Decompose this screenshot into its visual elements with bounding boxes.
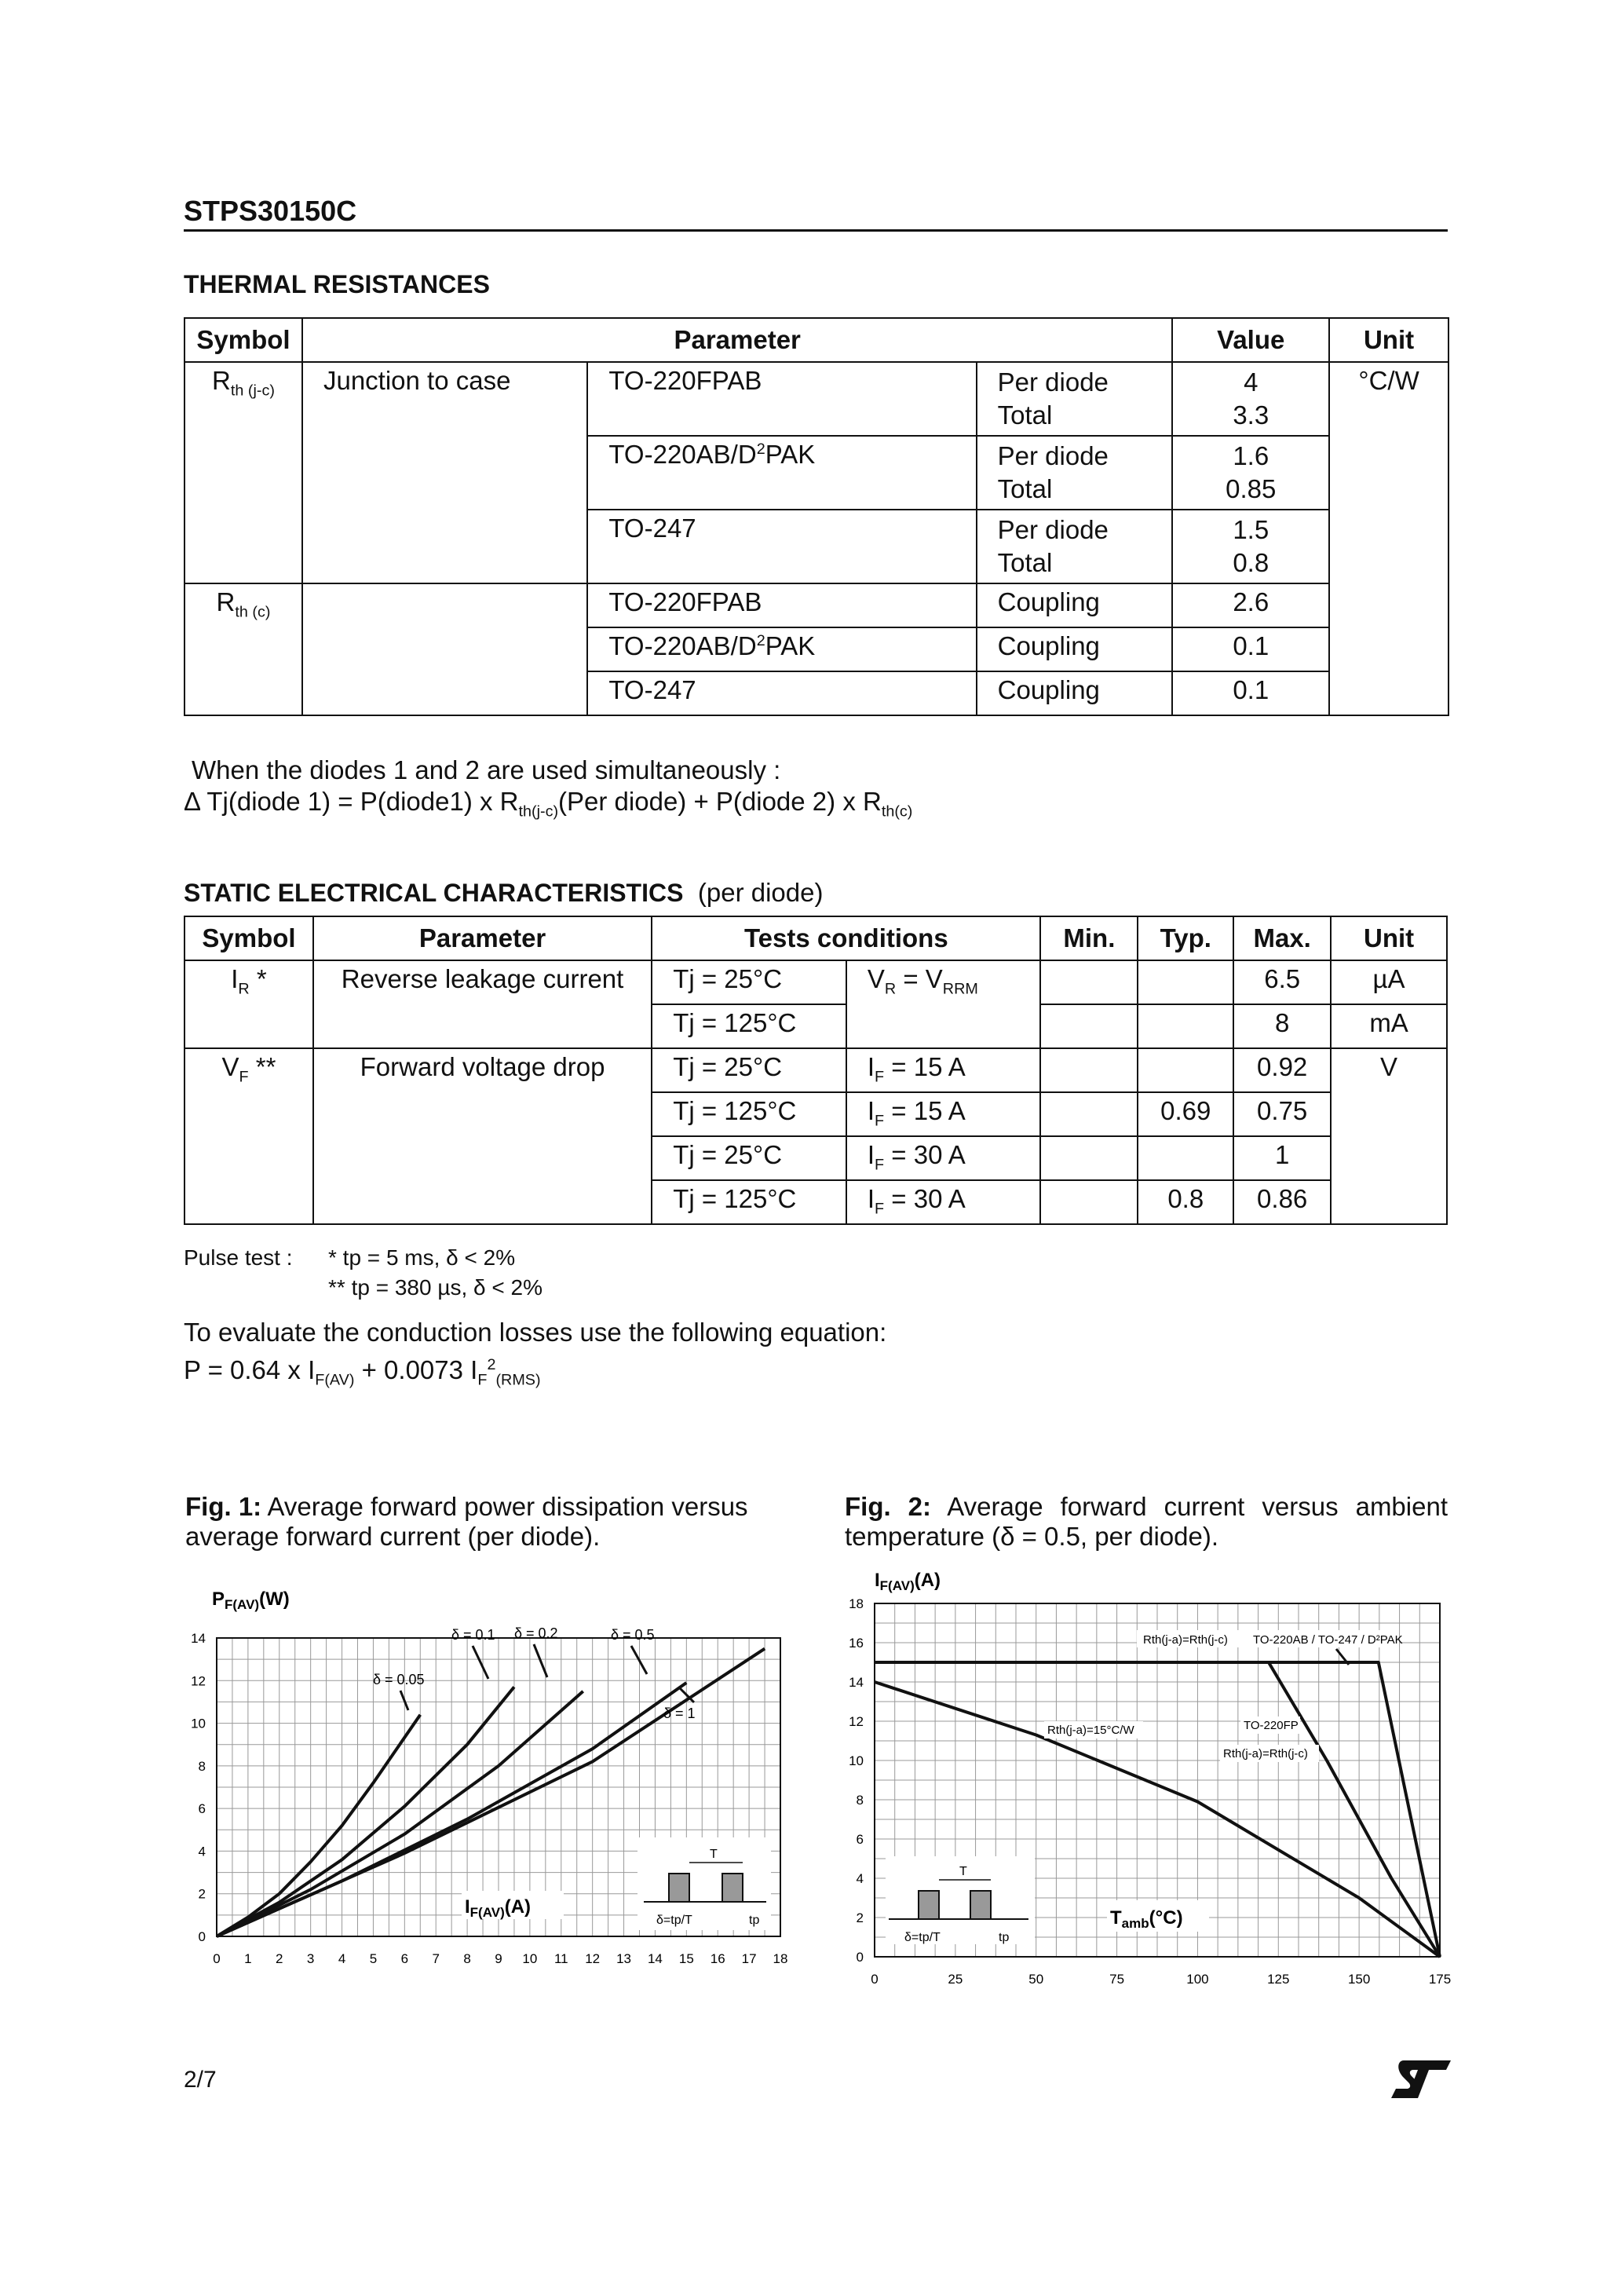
pkg-cell: $TO-220AB/D^2PAK$ — [587, 627, 976, 671]
if-cell: $I_F = 30$ A — [846, 1136, 1041, 1180]
fig1-chart — [173, 1578, 809, 1987]
thermal-note-1: When the diodes 1 and 2 are used simultaneously : — [192, 755, 781, 784]
min-cell — [1040, 1180, 1138, 1224]
fig2-inset-pulse1 — [919, 1891, 939, 1919]
cond-cell: $V_R = V_{RRM}$ — [846, 960, 1041, 1048]
typ-cell — [1138, 1136, 1233, 1180]
y-tick-label: 2 — [198, 1886, 206, 1902]
typ-cell: 0.69 — [1138, 1092, 1233, 1136]
fig1-label-d05: δ = 0.5 — [611, 1627, 655, 1643]
fig1-caption: Fig. 1: Average forward power dissipation versus average forward current (per diode). — [185, 1492, 748, 1551]
fig2-inset-T: T — [959, 1865, 967, 1878]
x-tick-label: 15 — [678, 1951, 694, 1966]
x-tick-label: 4 — [338, 1951, 346, 1966]
fig1-yticks — [191, 1631, 206, 1944]
pulse-label: Pulse test : — [184, 1245, 293, 1270]
fig1-inset-T: T — [710, 1848, 718, 1861]
param-vf: Forward voltage drop — [313, 1048, 652, 1224]
pkg-cell: TO-220FPAB — [587, 583, 976, 627]
y-tick-label: 10 — [849, 1753, 864, 1768]
value-cell: 1.6 0.85 — [1172, 436, 1329, 510]
tj-cell: Tj = 25°C — [652, 1136, 846, 1180]
pkg-cell: TO-247 — [587, 671, 976, 715]
x-tick-label: 14 — [647, 1951, 663, 1966]
kind-cell: Per diode Total — [977, 436, 1173, 510]
series-line-0 — [217, 1715, 420, 1936]
th-unit: Unit — [1331, 916, 1447, 960]
x-tick-label: 18 — [773, 1951, 788, 1966]
th-symbol: Symbol — [184, 916, 313, 960]
th-value: Value — [1172, 318, 1329, 362]
y-tick-label: 6 — [198, 1801, 206, 1817]
y-tick-label: 4 — [856, 1871, 864, 1886]
pulse-note-2: ** tp = 380 µs, δ < 2% — [328, 1275, 542, 1300]
x-tick-label: 11 — [553, 1951, 568, 1966]
max-cell: 0.75 — [1233, 1092, 1331, 1136]
typ-cell — [1138, 1048, 1233, 1092]
equation-intro: To evaluate the conduction losses use the following equation: — [184, 1318, 887, 1347]
x-tick-label: 2 — [276, 1951, 283, 1966]
th-parameter: Parameter — [313, 916, 652, 960]
fig2-ann-2: TO-220AB / TO-247 / D²PAK — [1253, 1633, 1403, 1647]
x-tick-label: 7 — [432, 1951, 440, 1966]
fig1-inset-pulse2 — [722, 1874, 743, 1902]
st-logo — [1390, 2057, 1452, 2101]
x-tick-label: 13 — [616, 1951, 632, 1966]
value-cell: 0.1 — [1172, 627, 1329, 671]
x-tick-label: 0 — [871, 1972, 879, 1987]
unit-cell: V — [1331, 1048, 1447, 1224]
fig1-inset-pulse1 — [669, 1874, 689, 1902]
x-tick-label: 150 — [1347, 1972, 1371, 1987]
kind-cell: Per diode Total — [977, 510, 1173, 583]
x-tick-label: 1 — [244, 1951, 252, 1966]
tj-cell: Tj = 125°C — [652, 1004, 846, 1048]
th-tests: Tests conditions — [652, 916, 1040, 960]
param-ir: Reverse leakage current — [313, 960, 652, 1048]
max-cell: 8 — [1233, 1004, 1331, 1048]
typ-cell — [1138, 1004, 1233, 1048]
y-tick-label: 14 — [849, 1675, 864, 1690]
th-max: Max. — [1233, 916, 1331, 960]
th-parameter: Parameter — [302, 318, 1172, 362]
y-tick-label: 8 — [198, 1758, 206, 1774]
fig1-label-d005: δ = 0.05 — [373, 1672, 425, 1687]
st-logo-mark — [1391, 2060, 1451, 2098]
fig1-inset — [637, 1837, 771, 1930]
tj-cell: Tj = 25°C — [652, 960, 846, 1004]
max-cell: 0.92 — [1233, 1048, 1331, 1092]
fig2-chart — [832, 1563, 1460, 2002]
symbol-vf: $V_F$ ** — [184, 1048, 313, 1224]
param-empty — [302, 583, 587, 715]
kind-cell: Coupling — [977, 583, 1173, 627]
if-cell: $I_F = 15$ A — [846, 1048, 1041, 1092]
fig1-xticks — [213, 1951, 787, 1966]
y-tick-label: 0 — [198, 1929, 206, 1944]
x-tick-label: 175 — [1428, 1972, 1452, 1987]
value-cell: 0.1 — [1172, 671, 1329, 715]
y-tick-label: 14 — [191, 1631, 206, 1646]
symbol-rth-c: $R_{th (c)}$ — [184, 583, 302, 715]
header-rule — [184, 229, 1448, 232]
fig1-label-d01: δ = 0.1 — [451, 1627, 495, 1643]
fig2-caption: Fig. 2: Average forward current versus ambient temperature (δ = 0.5, per diode). — [845, 1492, 1448, 1551]
tj-cell: Tj = 125°C — [652, 1092, 846, 1136]
x-tick-label: 8 — [463, 1951, 471, 1966]
max-cell: 0.86 — [1233, 1180, 1331, 1224]
max-cell: 6.5 — [1233, 960, 1331, 1004]
y-tick-label: 8 — [856, 1793, 864, 1808]
fig2-ann-3: Rth(j-a)=15°C/W — [1047, 1724, 1134, 1737]
min-cell — [1040, 1048, 1138, 1092]
x-tick-label: 6 — [400, 1951, 409, 1966]
x-tick-label: 125 — [1267, 1972, 1290, 1987]
x-tick-label: 16 — [710, 1951, 725, 1966]
pkg-cell: TO-220FPAB — [587, 362, 976, 436]
th-symbol: Symbol — [184, 318, 302, 362]
x-tick-label: 0 — [213, 1951, 221, 1966]
thermal-heading: THERMAL RESISTANCES — [184, 270, 490, 298]
fig2-ann-5: Rth(j-a)=Rth(j-c) — [1223, 1747, 1308, 1760]
value-cell: 1.5 0.8 — [1172, 510, 1329, 583]
x-tick-label: 3 — [306, 1951, 315, 1966]
x-tick-label: 9 — [495, 1951, 502, 1966]
x-tick-label: 10 — [522, 1951, 538, 1966]
kind-cell: Coupling — [977, 627, 1173, 671]
symbol-ir: $I_R$ * — [184, 960, 313, 1048]
y-tick-label: 12 — [191, 1673, 206, 1689]
y-tick-label: 18 — [849, 1596, 864, 1611]
fig2-yticks — [849, 1596, 864, 1965]
kind-cell: Per diode Total — [977, 362, 1173, 436]
fig2-inset-delta: δ=tp/T — [904, 1931, 941, 1944]
th-unit: Unit — [1329, 318, 1448, 362]
y-tick-label: 10 — [191, 1716, 206, 1731]
document-title: STPS30150C — [184, 195, 357, 227]
fig2-inset-tp: tp — [999, 1931, 1010, 1944]
y-tick-label: 4 — [198, 1844, 206, 1859]
y-tick-label: 6 — [856, 1832, 864, 1847]
fig2-ann-4: TO-220FP — [1244, 1719, 1299, 1732]
tj-cell: Tj = 125°C — [652, 1180, 846, 1224]
symbol-rth-jc: $R_{th (j-c)}$ — [184, 362, 302, 583]
y-tick-label: 0 — [856, 1950, 864, 1965]
fig2-inset-pulse2 — [970, 1891, 991, 1919]
x-tick-label: 12 — [585, 1951, 601, 1966]
fig1-label-d02: δ = 0.2 — [514, 1625, 558, 1641]
fig2-ann-1: Rth(j-a)=Rth(j-c) — [1143, 1633, 1228, 1647]
thermal-table — [184, 317, 1449, 716]
unit-cell: mA — [1331, 1004, 1447, 1048]
pkg-cell: TO-247 — [587, 510, 976, 583]
min-cell — [1040, 1092, 1138, 1136]
unit-cell: °C/W — [1329, 362, 1448, 715]
typ-cell: 0.8 — [1138, 1180, 1233, 1224]
th-typ: Typ. — [1138, 916, 1233, 960]
fig2-xticks — [871, 1972, 1451, 1987]
tj-cell: Tj = 25°C — [652, 1048, 846, 1092]
kind-cell: Coupling — [977, 671, 1173, 715]
min-cell — [1040, 1136, 1138, 1180]
param-junction-to-case: Junction to case — [302, 362, 587, 583]
fig2-ylabel: $I_{F(AV)}(A)$ — [875, 1570, 941, 1593]
fig1-xlabel: $I_{F(AV)}(A)$ — [465, 1896, 532, 1920]
fig1-arrow-d01 — [473, 1646, 488, 1679]
static-heading-wrap — [184, 878, 823, 908]
x-tick-label: 75 — [1109, 1972, 1125, 1987]
fig2-xlabel: $T_{amb}(^\circ C)$ — [1110, 1907, 1183, 1931]
y-tick-label: 12 — [849, 1714, 864, 1729]
pulse-note-1: * tp = 5 ms, δ < 2% — [328, 1245, 516, 1270]
x-tick-label: 5 — [369, 1951, 378, 1966]
static-heading-tail: (per diode) — [697, 878, 824, 907]
max-cell: 1 — [1233, 1136, 1331, 1180]
fig1-inset-delta: δ=tp/T — [656, 1914, 692, 1927]
value-cell: 4 3.3 — [1172, 362, 1329, 436]
fig1-ylabel: $P_{F(AV)}(W)$ — [212, 1589, 290, 1612]
fig1-label-d1: δ = 1 — [663, 1706, 696, 1721]
pkg-cell: $TO-220AB/D^2PAK$ — [587, 436, 976, 510]
min-cell — [1040, 1004, 1138, 1048]
x-tick-label: 100 — [1186, 1972, 1209, 1987]
typ-cell — [1138, 960, 1233, 1004]
x-tick-label: 17 — [741, 1951, 757, 1966]
equation: P = 0.64 x $I_{F(AV)} + 0.0073$ $I_F^2_{(RMS)}$ — [184, 1355, 541, 1389]
y-tick-label: 2 — [856, 1910, 864, 1925]
min-cell — [1040, 960, 1138, 1004]
x-tick-label: 50 — [1028, 1972, 1044, 1987]
static-heading: STATIC ELECTRICAL CHARACTERISTICS — [184, 879, 684, 907]
if-cell: $I_F = 15$ A — [846, 1092, 1041, 1136]
static-table — [184, 916, 1448, 1225]
x-tick-label: 25 — [948, 1972, 963, 1987]
unit-cell: µA — [1331, 960, 1447, 1004]
value-cell: 2.6 — [1172, 583, 1329, 627]
if-cell: $I_F = 30$ A — [846, 1180, 1041, 1224]
y-tick-label: 16 — [849, 1636, 864, 1651]
thermal-note-2: Δ Tj(diode 1) = P(diode1) x $R_{th(j-c)}(Per$ diode) + P(diode 2) x $R_{th(c)}$ — [184, 787, 913, 821]
page-number: 2/7 — [184, 2067, 217, 2093]
fig1-inset-tp: tp — [749, 1914, 760, 1927]
th-min: Min. — [1040, 916, 1138, 960]
fig2-inset — [886, 1856, 1035, 1944]
